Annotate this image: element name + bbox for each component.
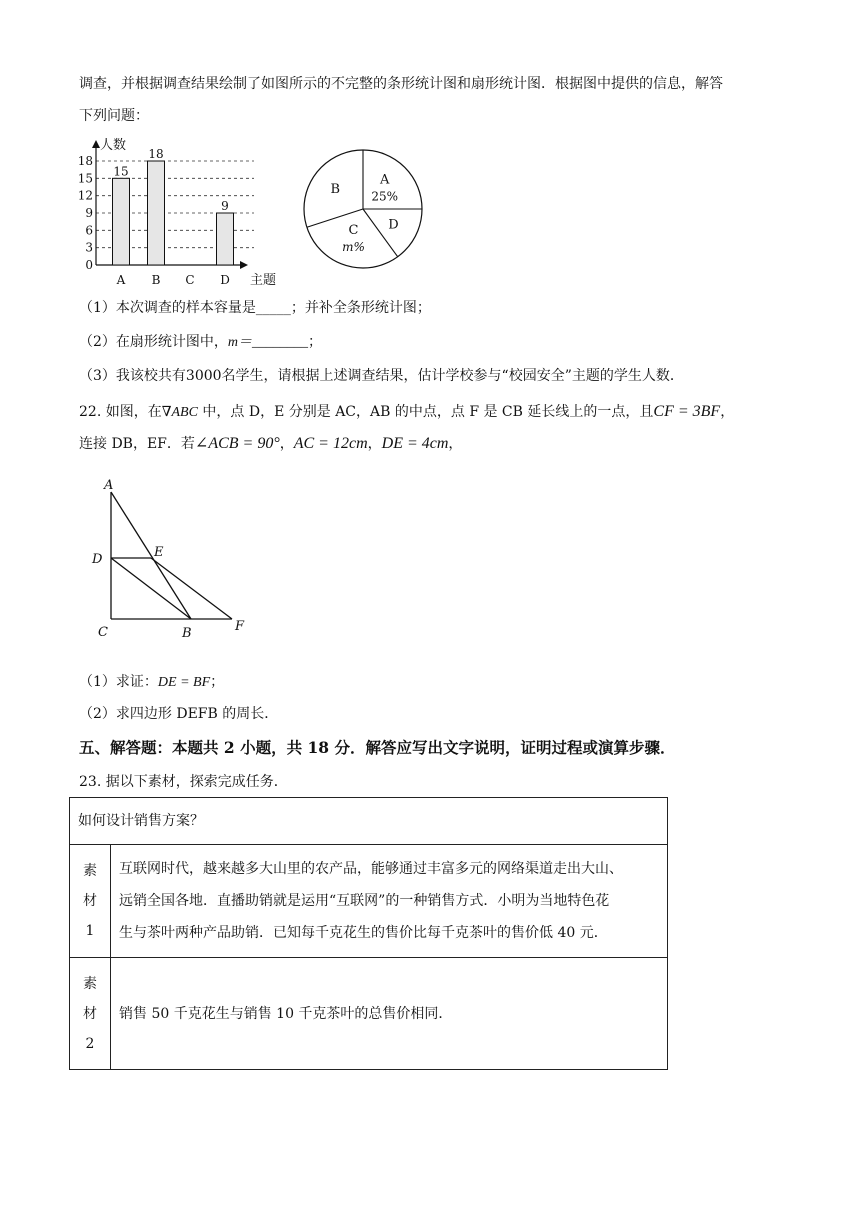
bar-value-label: 9 — [221, 199, 229, 213]
y-tick-label: 0 — [85, 258, 93, 272]
y-tick-label: 18 — [78, 154, 93, 168]
pie-slice-value-label: 25% — [371, 189, 399, 204]
label-b: B — [182, 626, 192, 641]
q22-line1-a: 22. 如图，在 — [79, 404, 162, 420]
material-1-line: 互联网时代，越来越多大山里的农产品，能够通过丰富多元的网络渠道走出大山、 — [119, 861, 623, 877]
q21-part2 — [79, 332, 322, 353]
pie-slice-label: A — [379, 172, 390, 188]
material-1-text — [111, 845, 668, 958]
bar-value-label: 18 — [148, 147, 164, 161]
pie-slice-value-label: m% — [342, 240, 365, 255]
material-2-label-line: 素 — [83, 975, 97, 992]
material-1-label-line: 材 — [83, 893, 97, 909]
q21-part2-math: m＝________ — [227, 335, 309, 350]
section-5-heading: 五、解答题：本题共 2 小题，共 18 分．解答应写出文字说明，证明过程或演算步骤． — [79, 738, 676, 757]
y-tick-label: 12 — [78, 188, 93, 203]
pie-slice-label: C — [348, 223, 359, 239]
q22-line2-m2: AC = 12cm — [293, 435, 368, 452]
intro-line-1: 调查，并根据调查结果绘制了如图所示的不完整的条形统计图和扇形统计图．根据图中提供的信息，解答 — [79, 76, 723, 92]
q21-part1: （1）本次调查的样本容量是_____；并补全条形统计图； — [79, 300, 431, 316]
q22-line1-abc: ABC — [171, 405, 198, 420]
q22-line2-a: 连接 DB，EF．若 — [79, 436, 195, 452]
table-row — [70, 958, 668, 1070]
x-tick-label: C — [185, 273, 195, 287]
label-e: E — [154, 545, 164, 560]
material-1-line: 生与茶叶两种产品助销．已知每千克花生的售价比每千克茶叶的售价低 40 元． — [119, 925, 608, 941]
q22-line2-m3: DE = 4cm — [381, 435, 449, 452]
x-axis-arrow — [240, 261, 248, 269]
y-tick-label: 15 — [78, 171, 93, 186]
q22-line1-tri: ∇ — [161, 404, 172, 420]
label-d: D — [92, 552, 103, 567]
pie-slice-label: B — [330, 181, 341, 197]
q22-part2: （2）求四边形 DEFB 的周长． — [79, 706, 279, 722]
q22-part1 — [79, 672, 224, 693]
material-2-label-line: 2 — [85, 1035, 95, 1052]
material-2-label — [70, 958, 111, 1070]
segment-ab — [111, 492, 191, 619]
x-tick-label: A — [116, 273, 126, 287]
q23-intro: 23. 据以下素材，探索完成任务． — [79, 774, 288, 790]
q21-part2-suffix: ； — [308, 334, 323, 350]
label-f: F — [235, 619, 245, 634]
material-1-label-line: 素 — [83, 863, 97, 879]
q22-line2-end: ， — [448, 436, 463, 452]
q22-line2-m1: ∠ACB = 90° — [194, 435, 280, 452]
q22-line1-end: ， — [720, 404, 735, 420]
segment-ef — [151, 558, 232, 619]
pie-chart — [298, 144, 428, 274]
y-tick-label: 9 — [85, 206, 93, 220]
pie-slice-label: D — [388, 217, 399, 233]
bar-chart — [78, 134, 288, 294]
q22-line2-sep1: ， — [279, 436, 294, 452]
y-axis-label: 人数 — [100, 138, 127, 153]
intro-line-2: 下列问题： — [79, 108, 149, 124]
q22-line1-b: 中，点 D，E 分别是 AC，AB 的中点，点 F 是 CB 延长线上的一点，且 — [197, 404, 654, 420]
label-c: C — [98, 625, 108, 640]
label-a: A — [104, 478, 114, 493]
material-2-label-line: 材 — [83, 1005, 97, 1022]
material-2-text: 销售 50 千克花生与销售 10 千克茶叶的总售价相同． — [111, 958, 668, 1070]
material-1-label-line: 1 — [85, 923, 95, 939]
bar — [113, 178, 130, 265]
q22-part1-suffix: ； — [210, 674, 225, 690]
materials-table — [69, 797, 668, 1070]
bar — [148, 161, 165, 265]
q22-line1-eq: CF = 3BF — [653, 403, 721, 420]
material-1-label — [70, 845, 111, 958]
x-tick-label: B — [151, 273, 161, 287]
geometry-figure — [84, 474, 264, 644]
q21-part3: （3）我该校共有3000名学生，请根据上述调查结果，估计学校参与“校园安全”主题的学生人数． — [79, 368, 684, 384]
table-row — [70, 845, 668, 958]
q22-line2 — [79, 434, 462, 454]
q21-part2-prefix: （2）在扇形统计图中， — [79, 334, 228, 350]
material-1-line: 远销全国各地．直播助销就是运用“互联网”的一种销售方式．小明为当地特色花 — [119, 893, 610, 909]
table-title: 如何设计销售方案？ — [70, 798, 668, 845]
y-axis-arrow — [92, 140, 100, 148]
segment-db — [111, 558, 191, 619]
x-tick-label: D — [220, 273, 230, 287]
y-tick-label: 6 — [85, 223, 93, 238]
bar-value-label: 15 — [113, 164, 129, 179]
q22-part1-prefix: （1）求证： — [79, 674, 158, 690]
q22-line1 — [79, 402, 734, 423]
x-axis-label: 主题 — [250, 273, 277, 288]
table-row — [70, 798, 668, 845]
q22-part1-math: DE = BF — [157, 675, 211, 690]
q22-line2-sep2: ， — [367, 436, 382, 452]
bar — [217, 213, 234, 265]
y-tick-label: 3 — [85, 240, 93, 255]
